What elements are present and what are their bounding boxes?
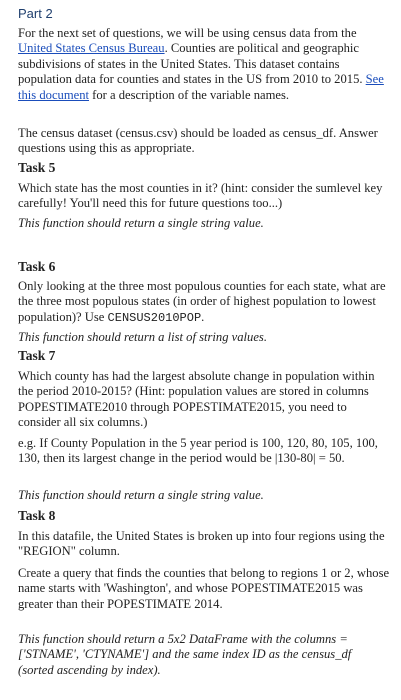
task6-code: CENSUS2010POP	[107, 310, 202, 325]
part-title: Part 2	[18, 6, 53, 21]
task7-note: This function should return a single string value.	[18, 488, 264, 502]
load-note: The census dataset (census.csv) should be loaded as census_df. Answer questions using this as appropriate.	[18, 126, 378, 156]
task8-paragraph-2: Create a query that finds the counties that belong to regions 1 or 2, whose name starts with 'Washington', and whose POPESTIMATE2015 was greater than their POPESTIMATE 2014.	[18, 566, 390, 611]
task7-heading: Task 7	[18, 348, 56, 363]
task6-note: This function should return a list of string values.	[18, 330, 267, 344]
census-bureau-link[interactable]: United States Census Bureau	[18, 41, 165, 56]
task7-question: Which county has had the largest absolute change in population within the period 2010-2015? (Hint: population values are stored in columns POPESTIMATE2010 through POPESTIMATE2015, you need to consider all six columns.)	[18, 369, 375, 430]
task5-question: Which state has the most counties in it? (hint: consider the sumlevel key carefully! You'll need this for future questions too...)	[18, 181, 383, 211]
task5-note: This function should return a single string value.	[18, 216, 264, 230]
task5-heading: Task 5	[18, 160, 56, 175]
intro-text-1: For the next set of questions, we will be using census data from the	[18, 26, 357, 40]
task8-note: This function should return a 5x2 DataFrame with the columns = ['STNAME', 'CTYNAME'] and the same index ID as the census_df (sorted ascending by index).	[18, 632, 352, 677]
task7-example: e.g. If County Population in the 5 year period is 100, 120, 80, 105, 100, 130, then its largest change in the period would be |130-80| = 50.	[18, 436, 378, 466]
intro-paragraph	[18, 26, 390, 103]
task6-heading: Task 6	[18, 259, 56, 274]
task6-question-text: Only looking at the three most populous counties for each state, what are the three most populous states (in order of highest population to lowest population)? Use	[18, 279, 386, 324]
task6-question	[18, 279, 390, 326]
intro-text-2: . Counties are political and geographic subdivisions of states in the United States. This dataset contains population data for counties and states in the US from 2010 to 2015.	[18, 41, 366, 87]
intro-text-3: for a description of the variable names.	[89, 87, 290, 102]
variable-doc-link[interactable]: See this document	[18, 72, 384, 102]
task8-heading: Task 8	[18, 508, 56, 523]
task6-question-end: .	[201, 309, 205, 324]
task8-paragraph-1: In this datafile, the United States is broken up into four regions using the "REGION" column.	[18, 529, 385, 559]
